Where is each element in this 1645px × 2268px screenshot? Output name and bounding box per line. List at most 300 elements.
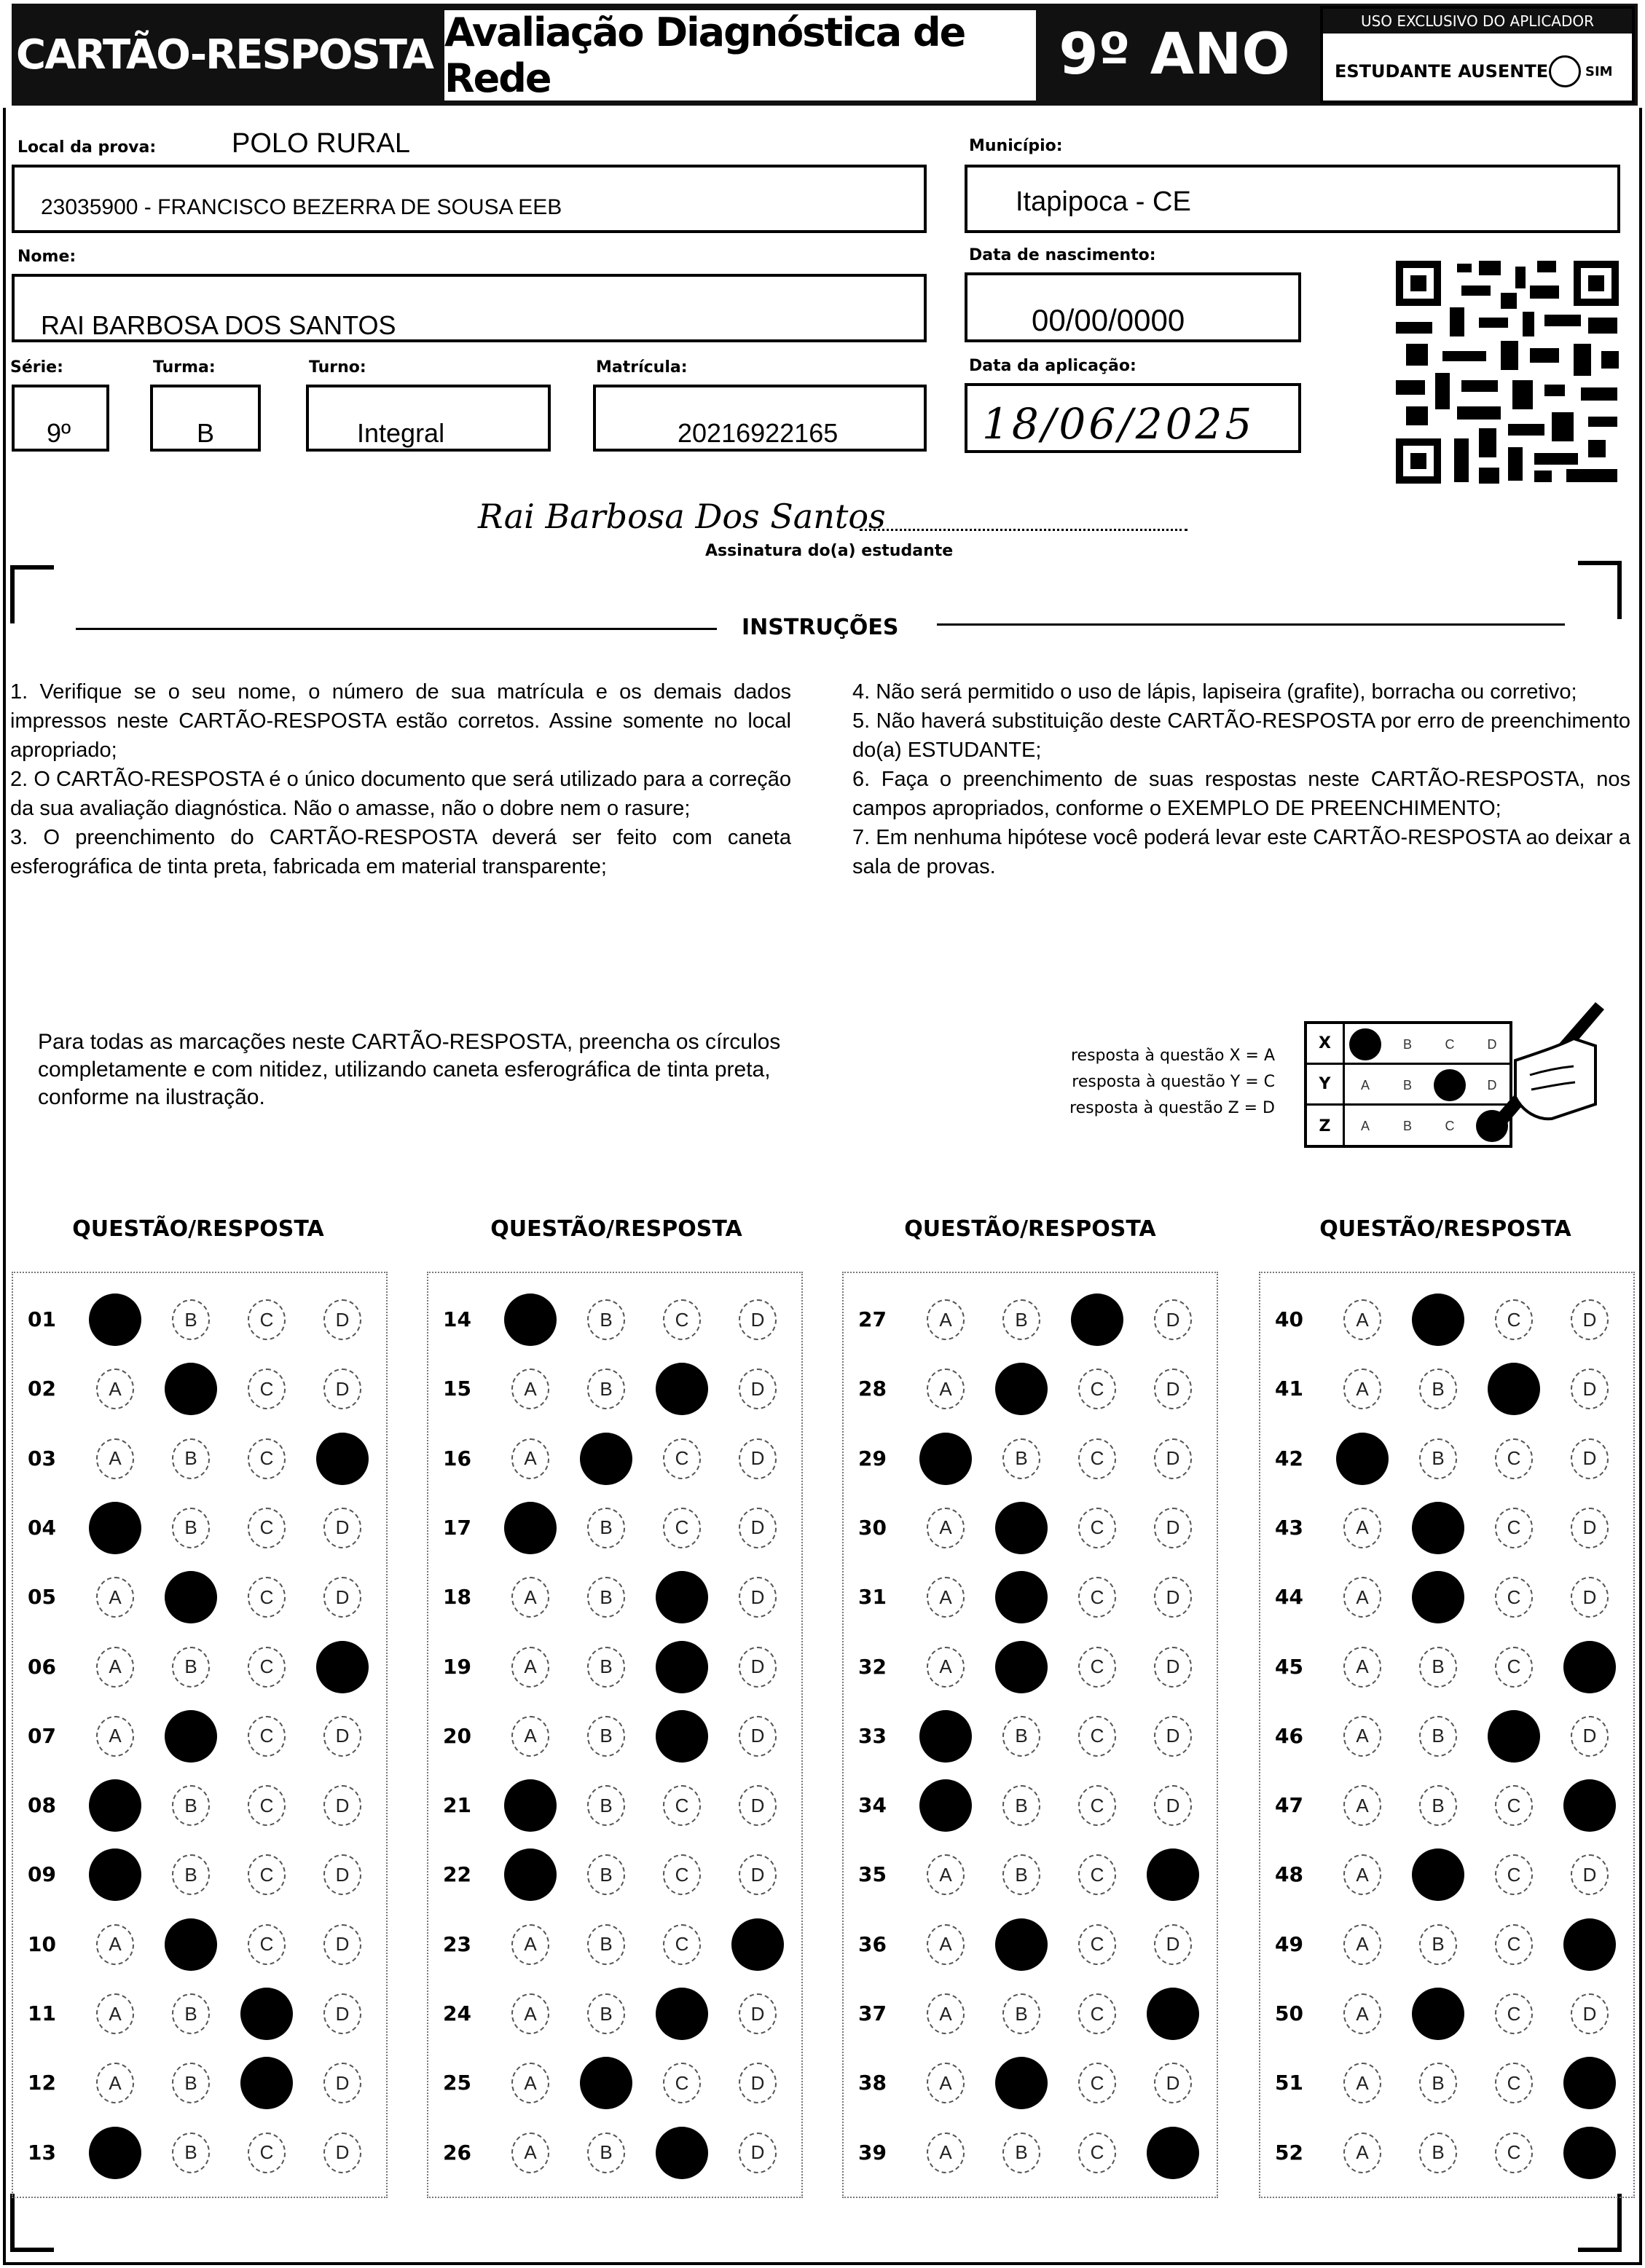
answer-bubble-d[interactable]: D <box>1571 1993 1609 2034</box>
answer-bubble-c[interactable]: C <box>1078 1716 1116 1757</box>
answer-bubble-d[interactable]: D <box>1571 1716 1609 1757</box>
answer-bubble-c[interactable]: C <box>248 1577 286 1618</box>
question-number: 01 <box>28 1307 56 1331</box>
question-number: 36 <box>858 1932 887 1956</box>
card-title: CARTÃO-RESPOSTA <box>16 31 433 79</box>
answer-bubble-a[interactable] <box>919 1433 972 1485</box>
answer-bubble-d[interactable]: D <box>323 2133 361 2173</box>
answer-bubble-b[interactable] <box>165 1571 217 1623</box>
instruction-6: 6. Faça o preenchimento de suas respostas neste CARTÃO-RESPOSTA, nos campos apropriados, conforme o EXEMPLO DE PREENCHIMENTO; <box>852 768 1630 820</box>
question-number: 18 <box>443 1585 471 1610</box>
example-bubble: D <box>1487 1077 1497 1092</box>
question-number: 25 <box>443 2071 471 2095</box>
answer-bubble-b[interactable]: B <box>1002 1299 1040 1340</box>
answer-bubble-d[interactable] <box>1147 1988 1199 2040</box>
answer-bubble-a[interactable]: A <box>1343 1716 1381 1757</box>
answer-bubble-d[interactable]: D <box>1154 1508 1192 1548</box>
answer-bubble-b[interactable]: B <box>587 1924 625 1965</box>
answer-bubble-c[interactable]: C <box>1495 1438 1533 1479</box>
answer-bubble-c[interactable]: C <box>1078 1924 1116 1965</box>
answer-bubble-b[interactable]: B <box>172 2063 210 2103</box>
answer-bubble-d[interactable]: D <box>739 1785 777 1826</box>
answer-bubble-b[interactable]: B <box>587 1299 625 1340</box>
answer-bubble-d[interactable]: D <box>323 2063 361 2103</box>
answer-bubble-b[interactable]: B <box>172 1647 210 1688</box>
answer-bubble-a[interactable] <box>919 1779 972 1832</box>
answer-bubble-a[interactable]: A <box>96 1993 134 2034</box>
answer-bubble-b[interactable]: B <box>172 1785 210 1826</box>
answer-bubble-d[interactable]: D <box>1571 1369 1609 1409</box>
question-number: 04 <box>28 1515 56 1540</box>
class-label: Turma: <box>153 358 216 377</box>
answer-bubble-b[interactable] <box>165 1710 217 1763</box>
answer-bubble-c[interactable] <box>656 1988 708 2040</box>
answer-bubble-b[interactable] <box>1412 1294 1464 1346</box>
answer-bubble-d[interactable]: D <box>323 1785 361 1826</box>
question-number: 27 <box>858 1307 887 1331</box>
answer-bubble-c[interactable]: C <box>248 1785 286 1826</box>
example-bubble: C <box>1445 1118 1455 1133</box>
question-number: 31 <box>858 1585 887 1610</box>
answer-bubble-b[interactable] <box>165 1918 217 1971</box>
answer-bubble-b[interactable]: B <box>172 1854 210 1895</box>
question-number: 14 <box>443 1307 471 1331</box>
answer-bubble-a[interactable]: A <box>511 1993 549 2034</box>
example-line-y: resposta à questão Y = C <box>1072 1073 1275 1091</box>
answer-bubble-c[interactable]: C <box>1495 1647 1533 1688</box>
question-number: 34 <box>858 1793 887 1818</box>
answer-bubble-a[interactable]: A <box>96 1438 134 1479</box>
answer-bubble-a[interactable] <box>89 2127 141 2179</box>
answer-bubble-a[interactable] <box>504 1848 557 1901</box>
answer-bubble-a[interactable]: A <box>1343 1924 1381 1965</box>
registration-label: Matrícula: <box>596 358 688 377</box>
answer-bubble-b[interactable]: B <box>587 1577 625 1618</box>
answer-bubble-a[interactable]: A <box>96 2063 134 2103</box>
instruction-4: 4. Não será permitido o uso de lápis, lapiseira (grafite), borracha ou corretivo; <box>852 680 1577 704</box>
answer-bubble-d[interactable]: D <box>739 1438 777 1479</box>
answer-bubble-a[interactable]: A <box>96 1924 134 1965</box>
column-header: QUESTÃO/RESPOSTA <box>490 1216 742 1242</box>
signature-dotted-line <box>860 529 1187 531</box>
answer-bubble-b[interactable]: B <box>1002 1716 1040 1757</box>
bracket-bottom-left <box>10 2194 54 2252</box>
column-header: QUESTÃO/RESPOSTA <box>904 1216 1156 1242</box>
answer-bubble-b[interactable]: B <box>587 1716 625 1757</box>
answer-bubble-b[interactable] <box>995 1363 1048 1415</box>
school-field <box>12 165 927 233</box>
answer-bubble-d[interactable] <box>316 1641 369 1693</box>
answer-bubble-d[interactable]: D <box>1154 1647 1192 1688</box>
answer-bubble-a[interactable] <box>504 1502 557 1554</box>
answer-bubble-d[interactable]: D <box>1154 2063 1192 2103</box>
example-bubble: B <box>1402 1036 1412 1052</box>
answer-bubble-b[interactable] <box>1412 1848 1464 1901</box>
answer-bubble-b[interactable]: B <box>1002 1854 1040 1895</box>
birth-field <box>965 272 1301 342</box>
answer-bubble-c[interactable]: C <box>1078 2063 1116 2103</box>
answer-bubble-a[interactable]: A <box>927 1924 965 1965</box>
answer-bubble-a[interactable] <box>1336 1433 1389 1485</box>
answer-bubble-d[interactable]: D <box>323 1577 361 1618</box>
answer-bubble-c[interactable]: C <box>663 1438 701 1479</box>
answer-bubble-c[interactable]: C <box>248 1854 286 1895</box>
answer-bubble-c[interactable]: C <box>1078 1508 1116 1548</box>
instructions-rule-left <box>76 628 717 630</box>
example-row-label: Y <box>1307 1065 1345 1106</box>
answer-bubble-a[interactable]: A <box>927 2063 965 2103</box>
answer-bubble-d[interactable]: D <box>739 1369 777 1409</box>
instructions-left <box>10 677 791 881</box>
answer-bubble-c[interactable]: C <box>1495 1785 1533 1826</box>
question-number: 11 <box>28 2001 56 2025</box>
answer-bubble-b[interactable]: B <box>587 1647 625 1688</box>
answer-bubble-a[interactable]: A <box>511 2063 549 2103</box>
answer-bubble-d[interactable]: D <box>739 2063 777 2103</box>
question-number: 32 <box>858 1654 887 1679</box>
answer-bubble-c[interactable]: C <box>248 1716 286 1757</box>
answer-bubble-d[interactable] <box>1563 2127 1616 2179</box>
answer-bubble-c[interactable] <box>1488 1710 1540 1763</box>
class-value: B <box>197 418 215 448</box>
answer-bubble-a[interactable]: A <box>1343 1647 1381 1688</box>
bracket-top-right <box>1578 561 1622 619</box>
answer-bubble-c[interactable]: C <box>1078 1993 1116 2034</box>
answer-bubble-a[interactable]: A <box>927 1369 965 1409</box>
answer-bubble-b[interactable] <box>995 1641 1048 1693</box>
question-number: 08 <box>28 1793 56 1818</box>
answer-bubble-c[interactable]: C <box>248 1647 286 1688</box>
answer-bubble-d[interactable]: D <box>739 1647 777 1688</box>
location-value: POLO RURAL <box>232 128 410 159</box>
question-number: 10 <box>28 1932 56 1956</box>
answer-bubble-c[interactable]: C <box>1495 1577 1533 1618</box>
answer-bubble-b[interactable]: B <box>1419 1647 1457 1688</box>
answer-bubble-b[interactable] <box>995 1918 1048 1971</box>
example-row-divider <box>1345 1103 1509 1106</box>
answer-bubble-a[interactable]: A <box>927 1299 965 1340</box>
location-label: Local da prova: <box>17 138 157 157</box>
answer-bubble-c[interactable]: C <box>1078 1369 1116 1409</box>
answer-bubble-c[interactable] <box>240 1988 293 2040</box>
answer-bubble-d[interactable]: D <box>739 1508 777 1548</box>
question-number: 30 <box>858 1515 887 1540</box>
instruction-5: 5. Não haverá substituição deste CARTÃO-RESPOSTA por erro de preenchimento do(a) ESTUDANTE; <box>852 709 1630 762</box>
answer-bubble-d[interactable] <box>1147 1848 1199 1901</box>
question-number: 09 <box>28 1862 56 1887</box>
answer-bubble-a[interactable] <box>504 1294 557 1346</box>
question-number: 45 <box>1275 1654 1303 1679</box>
answer-bubble-a[interactable]: A <box>927 1647 965 1688</box>
answer-bubble-a[interactable]: A <box>1343 1369 1381 1409</box>
question-number: 17 <box>443 1515 471 1540</box>
application-date-label: Data da aplicação: <box>969 357 1136 375</box>
answer-bubble-b[interactable]: B <box>172 1993 210 2034</box>
answer-bubble-d[interactable]: D <box>1571 1299 1609 1340</box>
answer-bubble-d[interactable]: D <box>739 1716 777 1757</box>
answer-bubble-a[interactable]: A <box>1343 1993 1381 2034</box>
answer-bubble-a[interactable]: A <box>1343 1577 1381 1618</box>
answer-bubble-c[interactable]: C <box>1495 2133 1533 2173</box>
answer-bubble-a[interactable]: A <box>927 1508 965 1548</box>
answer-bubble-b[interactable]: B <box>587 1993 625 2034</box>
fill-instruction: Para todas as marcações neste CARTÃO-RESPOSTA, preencha os círculos completamente e com nitidez, utilizando caneta esferográfica de tinta preta, conforme na ilustração. <box>38 1030 781 1109</box>
answer-bubble-b[interactable] <box>165 1363 217 1415</box>
answer-bubble-b[interactable]: B <box>587 1369 625 1409</box>
answer-bubble-b[interactable]: B <box>1002 1785 1040 1826</box>
answer-bubble-b[interactable]: B <box>172 2133 210 2173</box>
answer-bubble-c[interactable]: C <box>1495 1993 1533 2034</box>
answer-bubble-d[interactable]: D <box>1571 1508 1609 1548</box>
answer-bubble-a[interactable] <box>919 1710 972 1763</box>
question-number: 52 <box>1275 2140 1303 2165</box>
answer-bubble-b[interactable] <box>1412 1502 1464 1554</box>
answer-bubble-d[interactable]: D <box>739 1299 777 1340</box>
question-number: 22 <box>443 1862 471 1887</box>
answer-bubble-a[interactable]: A <box>1343 1508 1381 1548</box>
answer-bubble-b[interactable]: B <box>1419 1785 1457 1826</box>
answer-bubble-d[interactable]: D <box>1154 1438 1192 1479</box>
answer-bubble-b[interactable]: B <box>587 1854 625 1895</box>
question-number: 06 <box>28 1654 56 1679</box>
answer-bubble-c[interactable]: C <box>248 1508 286 1548</box>
example-bubble: C <box>1445 1036 1455 1052</box>
answer-bubble-a[interactable]: A <box>927 1854 965 1895</box>
answer-bubble-b[interactable]: B <box>1419 1716 1457 1757</box>
signature-label: Assinatura do(a) estudante <box>705 542 954 560</box>
answer-bubble-a[interactable] <box>89 1779 141 1832</box>
question-number: 49 <box>1275 1932 1303 1956</box>
answer-bubble-a[interactable]: A <box>1343 2063 1381 2103</box>
question-number: 29 <box>858 1446 887 1470</box>
instruction-2: 2. O CARTÃO-RESPOSTA é o único documento que será utilizado para a correção da sua avaliação diagnóstica. Não o amasse, não o dobre nem o rasure; <box>10 768 791 820</box>
question-number: 12 <box>28 2071 56 2095</box>
answer-bubble-b[interactable]: B <box>587 1508 625 1548</box>
answer-bubble-b[interactable]: B <box>587 1785 625 1826</box>
answer-bubble-d[interactable] <box>316 1433 369 1485</box>
example-bubble: A <box>1360 1077 1370 1092</box>
answer-bubble-d[interactable] <box>1563 2057 1616 2109</box>
answer-bubble-a[interactable]: A <box>96 1577 134 1618</box>
answer-bubble-c[interactable]: C <box>248 2133 286 2173</box>
name-label: Nome: <box>17 248 76 266</box>
answer-bubble-d[interactable]: D <box>323 1369 361 1409</box>
answer-bubble-d[interactable] <box>1147 2127 1199 2179</box>
answer-bubble-d[interactable] <box>1563 1918 1616 1971</box>
answer-bubble-c[interactable]: C <box>1078 1785 1116 1826</box>
municipality-field <box>965 165 1620 233</box>
answer-bubble-a[interactable]: A <box>511 1716 549 1757</box>
answer-bubble-a[interactable]: A <box>1343 1854 1381 1895</box>
answer-bubble-a[interactable]: A <box>511 1647 549 1688</box>
shift-label: Turno: <box>309 358 366 377</box>
answer-bubble-c[interactable] <box>656 1363 708 1415</box>
answer-bubble-b[interactable] <box>995 1571 1048 1623</box>
absent-label: ESTUDANTE AUSENTE <box>1335 61 1549 82</box>
example-grid <box>1304 1021 1512 1148</box>
answer-bubble-c[interactable]: C <box>1078 2133 1116 2173</box>
answer-bubble-d[interactable] <box>1563 1641 1616 1693</box>
answer-bubble-a[interactable]: A <box>96 1647 134 1688</box>
answer-bubble-d[interactable]: D <box>323 1993 361 2034</box>
answer-bubble-c[interactable] <box>656 1571 708 1623</box>
question-number: 19 <box>443 1654 471 1679</box>
series-field <box>12 385 109 452</box>
answer-bubble-a[interactable]: A <box>96 1716 134 1757</box>
column-header: QUESTÃO/RESPOSTA <box>1319 1216 1571 1242</box>
school-value: 23035900 - FRANCISCO BEZERRA DE SOUSA EEB <box>41 195 562 219</box>
answer-bubble-d[interactable]: D <box>1154 1924 1192 1965</box>
answer-bubble-b[interactable]: B <box>172 1438 210 1479</box>
answer-bubble-d[interactable]: D <box>1571 1854 1609 1895</box>
question-number: 13 <box>28 2140 56 2165</box>
answer-bubble-b[interactable]: B <box>1419 1924 1457 1965</box>
question-number: 15 <box>443 1377 471 1401</box>
answer-bubble-b[interactable]: B <box>1002 1993 1040 2034</box>
answer-bubble-c[interactable] <box>240 2057 293 2109</box>
example-bubble <box>1349 1028 1381 1060</box>
question-number: 20 <box>443 1723 471 1748</box>
answer-bubble-b[interactable]: B <box>1002 2133 1040 2173</box>
question-number: 21 <box>443 1793 471 1818</box>
answer-bubble-a[interactable]: A <box>927 2133 965 2173</box>
answer-bubble-c[interactable]: C <box>663 1785 701 1826</box>
answer-bubble-b[interactable]: B <box>1419 1438 1457 1479</box>
answer-bubble-b[interactable] <box>995 1502 1048 1554</box>
question-number: 24 <box>443 2001 471 2025</box>
answer-bubble-a[interactable] <box>504 1779 557 1832</box>
answer-bubble-d[interactable]: D <box>323 1299 361 1340</box>
answer-bubble-a[interactable]: A <box>511 1369 549 1409</box>
instruction-1: 1. Verifique se o seu nome, o número de sua matrícula e os demais dados impressos neste CARTÃO-RESPOSTA estão corretos. Assine somente no local apropriado; <box>10 680 791 762</box>
answer-bubble-a[interactable]: A <box>1343 2133 1381 2173</box>
answer-bubble-c[interactable]: C <box>1495 1854 1533 1895</box>
answer-bubble-a[interactable]: A <box>927 1577 965 1618</box>
question-number: 47 <box>1275 1793 1303 1818</box>
answer-bubble-a[interactable]: A <box>927 1993 965 2034</box>
answer-bubble-c[interactable]: C <box>1495 1508 1533 1548</box>
answer-bubble-c[interactable] <box>656 1710 708 1763</box>
answer-bubble-d[interactable]: D <box>1571 1577 1609 1618</box>
absent-checkbox[interactable] <box>1549 55 1581 87</box>
answer-bubble-b[interactable] <box>1412 1988 1464 2040</box>
answer-bubble-c[interactable]: C <box>1495 1299 1533 1340</box>
answer-bubble-b[interactable] <box>580 2057 632 2109</box>
answer-bubble-c[interactable]: C <box>1495 1924 1533 1965</box>
instructions-right <box>852 677 1630 881</box>
answer-bubble-c[interactable]: C <box>1078 1854 1116 1895</box>
answer-bubble-a[interactable]: A <box>511 1438 549 1479</box>
answer-bubble-c[interactable]: C <box>1078 1647 1116 1688</box>
answer-bubble-c[interactable] <box>1071 1294 1123 1346</box>
answer-bubble-d[interactable]: D <box>323 1508 361 1548</box>
answer-bubble-c[interactable]: C <box>663 1854 701 1895</box>
example-bubble <box>1434 1069 1466 1101</box>
answer-bubble-c[interactable]: C <box>1078 1438 1116 1479</box>
answer-bubble-b[interactable]: B <box>1419 2133 1457 2173</box>
grade-label: 9º ANO <box>1059 22 1290 87</box>
example-legend <box>1034 1043 1275 1122</box>
question-number: 23 <box>443 1932 471 1956</box>
answer-bubble-c[interactable]: C <box>248 1924 286 1965</box>
birth-label: Data de nascimento: <box>969 246 1156 264</box>
question-number: 33 <box>858 1723 887 1748</box>
answer-bubble-a[interactable] <box>89 1848 141 1901</box>
answer-bubble-a[interactable]: A <box>96 1369 134 1409</box>
answer-bubble-c[interactable]: C <box>1078 1577 1116 1618</box>
example-bubble: B <box>1402 1118 1412 1133</box>
answer-bubble-c[interactable]: C <box>663 1924 701 1965</box>
answer-bubble-c[interactable]: C <box>663 1508 701 1548</box>
class-field <box>150 385 261 452</box>
answer-bubble-b[interactable]: B <box>1419 2063 1457 2103</box>
answer-bubble-d[interactable]: D <box>739 1854 777 1895</box>
question-number: 07 <box>28 1723 56 1748</box>
answer-bubble-c[interactable] <box>656 2127 708 2179</box>
answer-bubble-d[interactable] <box>731 1918 784 1971</box>
answer-bubble-d[interactable]: D <box>1571 1438 1609 1479</box>
answer-bubble-b[interactable] <box>1412 1571 1464 1623</box>
answer-bubble-a[interactable]: A <box>511 1924 549 1965</box>
instructions-rule-right <box>937 623 1565 626</box>
answer-bubble-d[interactable]: D <box>739 1993 777 2034</box>
answer-bubble-c[interactable]: C <box>1495 2063 1533 2103</box>
answer-bubble-a[interactable]: A <box>1343 1785 1381 1826</box>
answer-bubble-d[interactable]: D <box>323 1854 361 1895</box>
answer-bubble-c[interactable]: C <box>248 1299 286 1340</box>
answer-bubble-c[interactable] <box>656 1641 708 1693</box>
answer-bubble-b[interactable]: B <box>172 1508 210 1548</box>
answer-bubble-d[interactable]: D <box>739 2133 777 2173</box>
answer-bubble-b[interactable]: B <box>1419 1369 1457 1409</box>
answer-bubble-d[interactable] <box>1563 1779 1616 1832</box>
answer-bubble-a[interactable]: A <box>511 2133 549 2173</box>
answer-bubble-b[interactable]: B <box>587 2133 625 2173</box>
answer-bubble-d[interactable]: D <box>1154 1299 1192 1340</box>
answer-bubble-a[interactable]: A <box>511 1577 549 1618</box>
answer-bubble-d[interactable]: D <box>1154 1577 1192 1618</box>
answer-bubble-d[interactable]: D <box>1154 1716 1192 1757</box>
answer-bubble-c[interactable]: C <box>248 1369 286 1409</box>
answer-bubble-a[interactable]: A <box>1343 1299 1381 1340</box>
answer-bubble-c[interactable]: C <box>663 1299 701 1340</box>
qr-code <box>1391 256 1623 488</box>
pen-hand-illustration <box>1486 995 1610 1141</box>
question-number: 38 <box>858 2071 887 2095</box>
answer-bubble-d[interactable]: D <box>323 1716 361 1757</box>
answer-bubble-c[interactable] <box>1488 1363 1540 1415</box>
example-line-x: resposta à questão X = A <box>1070 1047 1275 1065</box>
birth-value: 00/00/0000 <box>1032 303 1185 337</box>
column-header: QUESTÃO/RESPOSTA <box>72 1216 324 1242</box>
answer-bubble-d[interactable]: D <box>323 1924 361 1965</box>
answer-bubble-a[interactable] <box>89 1502 141 1554</box>
answer-bubble-b[interactable] <box>995 2057 1048 2109</box>
answer-bubble-b[interactable] <box>580 1433 632 1485</box>
answer-bubble-b[interactable]: B <box>172 1299 210 1340</box>
answer-bubble-d[interactable]: D <box>739 1577 777 1618</box>
answer-bubble-b[interactable]: B <box>1002 1438 1040 1479</box>
answer-bubble-c[interactable]: C <box>248 1438 286 1479</box>
answer-bubble-c[interactable]: C <box>663 2063 701 2103</box>
registration-field <box>593 385 927 452</box>
answer-bubble-d[interactable]: D <box>1154 1785 1192 1826</box>
answer-bubble-a[interactable] <box>89 1294 141 1346</box>
question-number: 51 <box>1275 2071 1303 2095</box>
answer-bubble-d[interactable]: D <box>1154 1369 1192 1409</box>
applicator-box-title: USO EXCLUSIVO DO APLICADOR <box>1323 9 1632 34</box>
question-number: 05 <box>28 1585 56 1610</box>
